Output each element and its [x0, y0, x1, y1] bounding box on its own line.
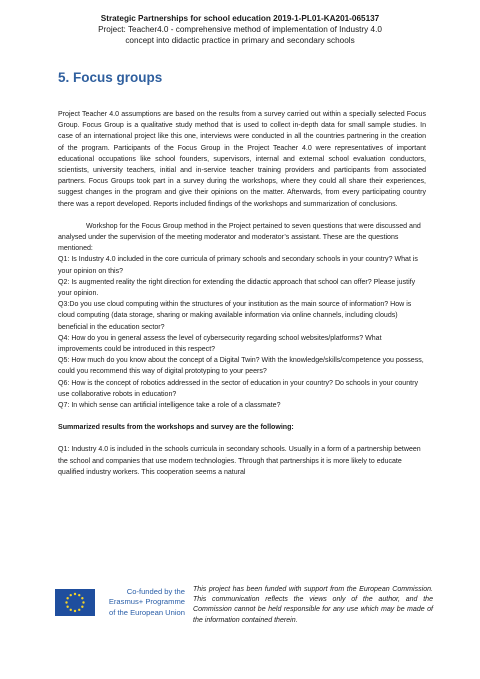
funding-disclaimer: This project has been funded with support from the European Commission. This communication reflects the views only of the author, and the Commission cannot be held responsible for any use which may be made of the information contained therein.	[193, 586, 433, 624]
cofunded-line-3: of the European Union	[109, 607, 185, 617]
question-3: Q3:Do you use cloud computing within the structures of your institution as the main source of information? How is cloud computing (data storage, sharing or making available information via online channels, including clouds) beneficial in the education sector?	[58, 301, 412, 331]
page-footer	[53, 583, 433, 633]
document-header	[0, 13, 480, 46]
workshop-paragraph: Workshop for the Focus Group method in the Project pertained to seven questions that were discussed and analysed under the supervision of the meeting moderator and moderator’s assistant. These are the questions mentioned:	[58, 222, 421, 253]
erasmus-cofunded-logo-text	[101, 587, 185, 618]
header-project-title-line2: concept into didactic practice in primary and secondary schools	[125, 36, 355, 45]
question-7: Q7: In which sense can artificial intelligence take a role of a classmate?	[58, 402, 281, 410]
document-body	[58, 109, 426, 478]
section-title: 5. Focus groups	[58, 70, 163, 85]
header-project-code: Strategic Partnerships for school education 2019-1-PL01-KA201-065137	[100, 14, 380, 23]
eu-flag-icon	[55, 589, 95, 616]
question-5: Q5: How much do you know about the concept of a Digital Twin? With the knowledge/skills/competence you possess, could you recommend this way of digital prototyping to your peers?	[58, 357, 424, 376]
question-1: Q1: Is Industry 4.0 included in the core curricula of primary schools and secondary schools in your country? What is your opinion on this?	[58, 256, 418, 275]
intro-paragraph: Project Teacher 4.0 assumptions are based on the results from a survey carried out within a specially selected Focus Group. Focus Group is a qualitative study method that is used to collect in-depth data for small sample studies. In case of an international project like this one, interviews were conducted in all the countries partnering in the creation of the program. Participants of the Focus Group in the Project Teacher 4.0 were representatives of important educational occupations like school founders, supervisors, internal and external school evaluation conductors, scientists, university teachers, initial and in-service teacher training providers and participants from associated partners. Focus Groups took part in a survey during the workshops, where they could all share their experiences, suggest changes in the program and give their opinions on the matter. Afterwards, from every participating country there was a report developed. Reports included findings of the workshops and summarization of conclusions.	[58, 111, 426, 208]
question-4: Q4: How do you in general assess the level of cybersecurity regarding school websites/platforms? What improvements could be introduced in this respect?	[58, 334, 382, 354]
header-project-title-line1: Project: Teacher4.0 - comprehensive method of implementation of Industry 4.0	[98, 25, 382, 34]
question-6: Q6: How is the concept of robotics addressed in the sector of education in your country? Do schools in your country use collaborative robots in education?	[58, 379, 418, 398]
summary-heading: Summarized results from the workshops and survey are the following:	[58, 424, 294, 432]
cofunded-line-1: Co-funded by the	[126, 587, 185, 596]
cofunded-line-2: Erasmus+ Programme	[108, 597, 185, 607]
question-2: Q2: Is augmented reality the right direction for extending the didactic approach that school can offer? Please justify your opinion.	[58, 278, 416, 298]
answer-1: Q1: Industry 4.0 is included in the schools curricula in secondary schools. Usually in a form of a partnership between the school and companies that use modern technologies. Through that partnerships it is more likely to educate qualified industry workers. This cooperation seems a natural	[58, 446, 421, 476]
